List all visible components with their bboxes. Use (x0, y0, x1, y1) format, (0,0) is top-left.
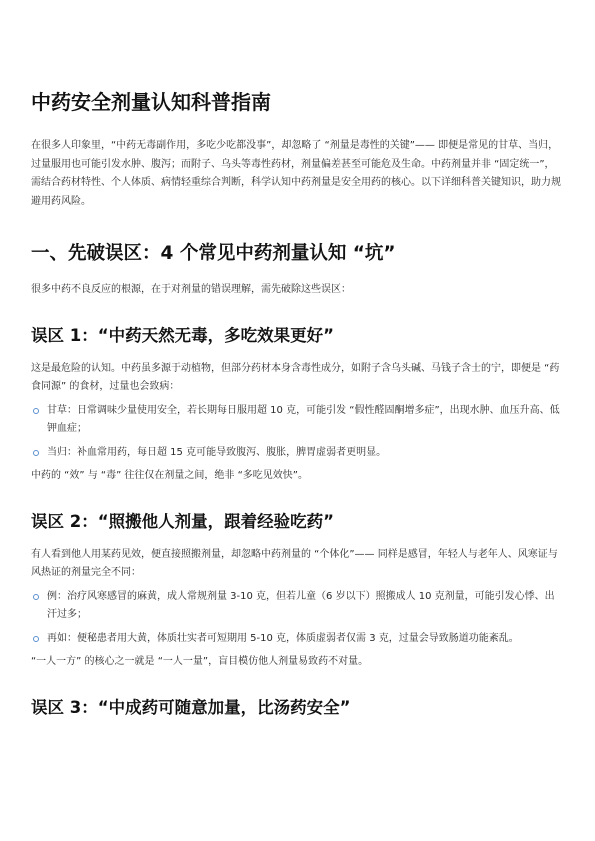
list-item (31, 588, 564, 625)
section-heading-1: 一、先破误区：4 个常见中药剂量认知 “坑” (31, 243, 396, 264)
intro-paragraph: 在很多人印象里，“中药无毒副作用，多吃少吃都没事”，却忽略了 “剂量是毒性的关键”—— 即便是常见的甘草、当归，过量服用也可能引发水肿、腹泻；而附子、乌头等毒性药材，剂量偏差甚至可能危及生命。中药剂量并非 “固定统一”，需结合药材特性、个人体质、病情轻重综合判断，科学认知中药剂量是安全用药的核心。以下详细科普关键知识，助力规避用药风险。 (31, 140, 561, 207)
list-item (31, 630, 564, 649)
myth-2-paragraph: 有人看到他人用某药见效，便直接照搬剂量，却忽略中药剂量的 “个体化”—— 同样是感冒，年轻人与老年人、风寒证与风热证的剂量完全不同： (31, 548, 558, 578)
bullet-circle-icon (33, 408, 39, 414)
bullet-circle-icon (33, 636, 39, 642)
myth-1-list (31, 402, 564, 463)
myth-2-conclusion: “一人一方” 的核心之一就是 “一人一量”，盲目模仿他人剂量易致药不对量。 (31, 656, 369, 667)
bullet-circle-icon (33, 450, 39, 456)
myth-3-heading: 误区 3：“中成药可随意加量，比汤药安全” (31, 697, 351, 717)
list-item (31, 402, 564, 439)
list-item-text: 甘草：日常调味少量使用安全，若长期每日服用超 10 克，可能引发 “假性醛固酮增多症”，出现水肿、血压升高、低钾血症； (47, 404, 560, 434)
list-item-text: 当归：补血常用药，每日超 15 克可能导致腹泻、腹胀，脾胃虚弱者更明显。 (47, 446, 387, 458)
list-item-text: 再如：便秘患者用大黄，体质壮实者可短期用 5-10 克，体质虚弱者仅需 3 克，过量会导致肠道功能紊乱。 (47, 632, 519, 644)
list-item-text: 例：治疗风寒感冒的麻黄，成人常规剂量 3-10 克，但若儿童（6 岁以下）照搬成人 10 克剂量，可能引发心悸、出汗过多； (47, 590, 555, 620)
myth-1-paragraph: 这是最危险的认知。中药虽多源于动植物，但部分药材本身含毒性成分，如附子含乌头碱、马钱子含士的宁，即便是 “药食同源” 的食材，过量也会致病： (31, 362, 560, 392)
myth-2-list (31, 588, 564, 649)
myth-2-heading: 误区 2：“照搬他人剂量，跟着经验吃药” (31, 511, 334, 531)
myth-1-conclusion: 中药的 “效” 与 “毒” 往往仅在剂量之间，绝非 “多吃见效快”。 (31, 470, 308, 481)
bullet-circle-icon (33, 594, 39, 600)
section-lead-paragraph: 很多中药不良反应的根源，在于对剂量的错误理解，需先破除这些误区： (31, 284, 351, 295)
list-item (31, 444, 564, 463)
myth-1-heading: 误区 1：“中药天然无毒，多吃效果更好” (31, 325, 334, 345)
page-title: 中药安全剂量认知科普指南 (31, 90, 271, 114)
